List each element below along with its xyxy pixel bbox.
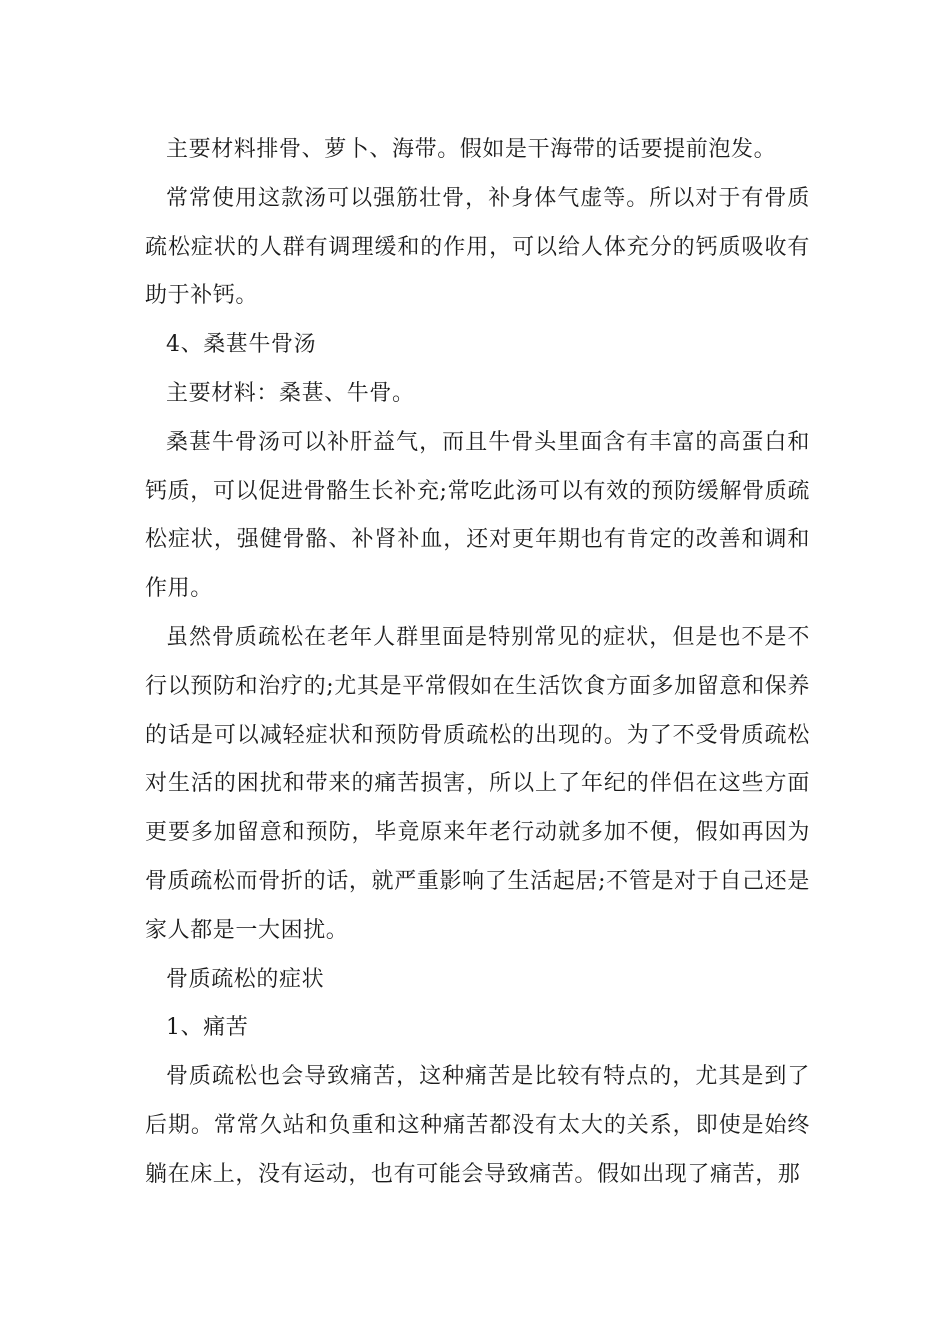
heading-symptoms: 骨质疏松的症状: [166, 966, 325, 992]
para-materials-4: 主要材料：桑葚、牛骨。: [166, 380, 415, 406]
para-benefit-1: 常常使用这款汤可以强筋壮骨，补身体气虚等。所以对于有骨质疏松症状的人群有调理缓和的作用，可以给人体充分的钙质吸收有助于补钙。: [145, 185, 810, 309]
heading-recipe-4: 4、桑葚牛骨汤: [166, 332, 317, 358]
para-summary: 虽然骨质疏松在老年人群里面是特别常见的症状，但是也不是不行以预防和治疗的;尤其是平常假如在生活饮食方面多加留意和保养的话是可以减轻症状和预防骨质疏松的出现的。为了不受骨质疏松对生活的困扰和带来的痛苦损害，所以上了年纪的伴侣在这些方面更要多加留意和预防，毕竟原来年老行动就多加不便，假如再因为骨质疏松而骨折的话，就严重影响了生活起居;不管是对于自己还是家人都是一大困扰。: [145, 624, 810, 943]
para-benefit-4: 桑葚牛骨汤可以补肝益气，而且牛骨头里面含有丰富的高蛋白和钙质，可以促进骨骼生长补充;常吃此汤可以有效的预防缓解骨质疏松症状，强健骨骼、补肾补血，还对更年期也有肯定的改善和调和作用。: [145, 429, 810, 602]
para-symptom-1: 骨质疏松也会导致痛苦，这种痛苦是比较有特点的，尤其是到了后期。常常久站和负重和这种痛苦都没有太大的关系，即使是始终躺在床上，没有运动，也有可能会导致痛苦。假如出现了痛苦，那: [145, 1064, 810, 1187]
document-page: [145, 126, 810, 1200]
heading-symptom-1: 1、痛苦: [166, 1015, 249, 1041]
para-materials-1: 主要材料排骨、萝卜、海带。假如是干海带的话要提前泡发。: [166, 137, 777, 162]
